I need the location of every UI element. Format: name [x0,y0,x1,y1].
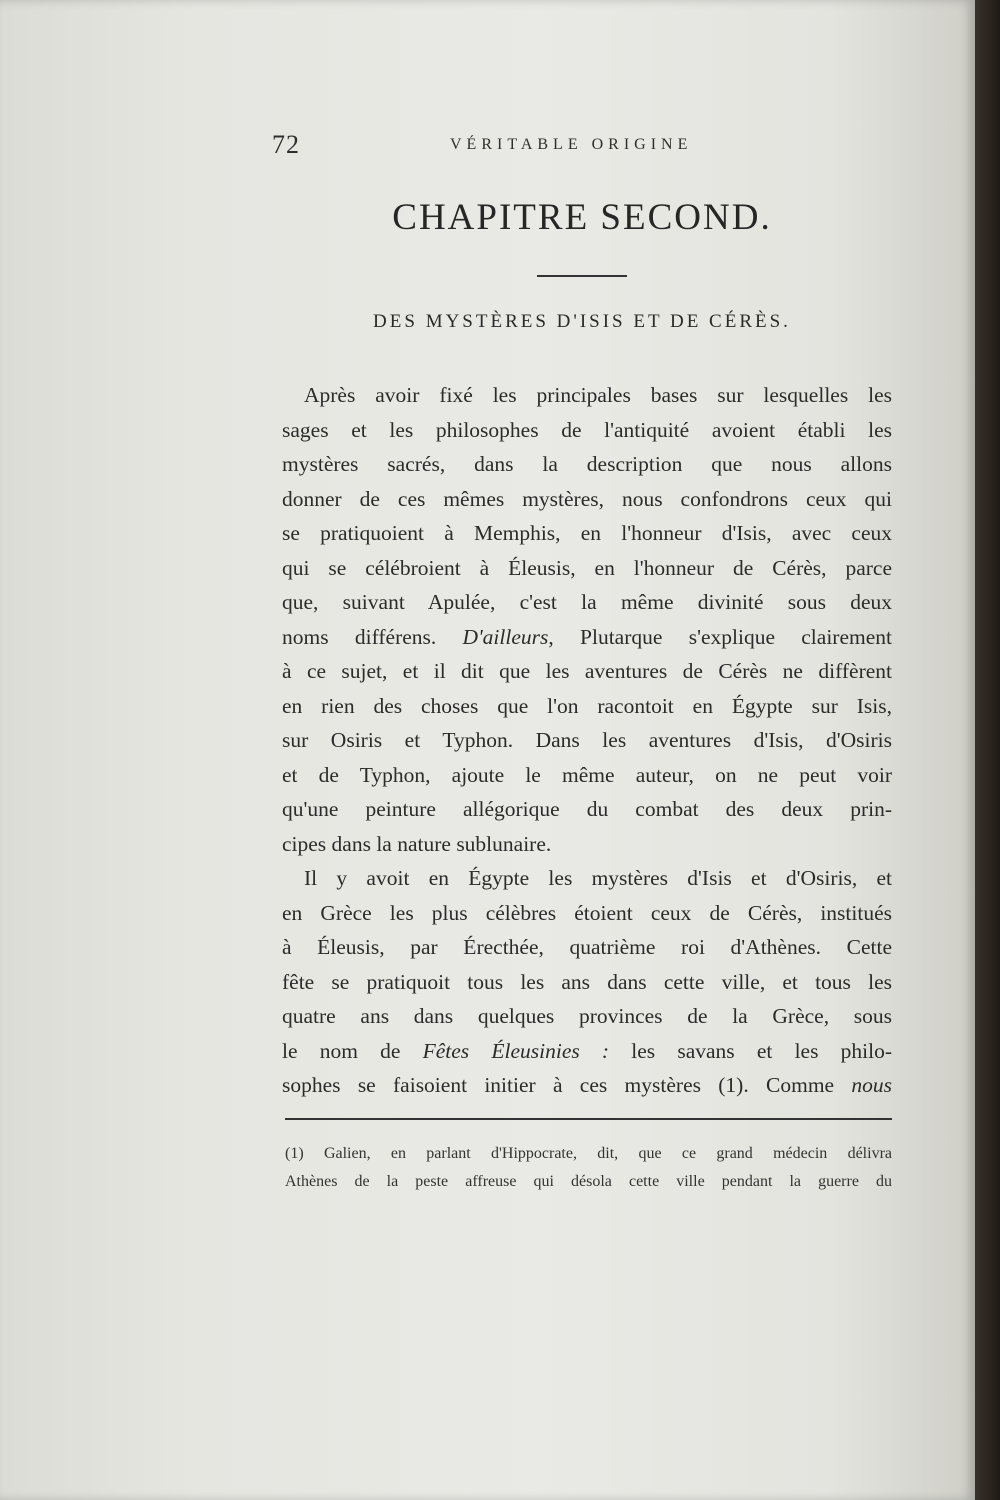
text-line: en rien des choses que l'on racontoit en Égypte sur Isis, [282,693,892,718]
text-line: Il y avoit en Égypte les mystères d'Isis et d'Osiris, et [304,866,892,890]
text-line [282,1034,892,1069]
running-head [272,130,892,162]
text-line: qu'une peinture allégorique du combat des deux prin- [282,797,892,821]
text-segment: les savans et les philo- [609,1038,892,1063]
section-title: DES MYSTÈRES D'ISIS ET DE CÉRÈS. [373,311,791,332]
text-line: en Grèce les plus célèbres étoient ceux de Cérès, institués [282,900,892,925]
text-line: à ce sujet, et il dit que les aventures de Cérès ne diffèrent [282,659,892,683]
text-line: cipes dans la nature sublunaire. [282,831,552,856]
text-line: Après avoir fixé les principales bases sur lesquelles les [304,383,892,407]
text-segment: noms différens. [282,624,463,649]
italic-word: D'ailleurs [462,624,549,649]
page-number: 72 [272,130,300,159]
footnote-line: (1) Galien, en parlant d'Hippocrate, dit, que ce grand médecin délivra [285,1145,892,1162]
chapter-title: CHAPITRE SECOND. [392,197,772,238]
text-line: donner de ces mêmes mystères, nous confondrons ceux qui [282,486,892,511]
italic-word: nous [851,1073,892,1097]
book-spine [975,0,1000,1500]
text-line: sages et les philosophes de l'antiquité avoient établi les [282,417,892,442]
footnote-divider [285,1118,892,1120]
text-segment: , Plutarque s'explique clairement [548,624,892,649]
text-line: fête se pratiquoit tous les ans dans cette ville, et tous les [282,969,892,994]
running-title: VÉRITABLE ORIGINE [450,136,693,153]
text-segment: le nom de [282,1038,423,1063]
footnote-line: Athènes de la peste affreuse qui désola cette ville pendant la guerre du [285,1173,892,1190]
italic-phrase: Fêtes Éleusinies : [422,1038,610,1063]
footnote [285,1140,892,1196]
text-line: sur Osiris et Typhon. Dans les aventures d'Isis, d'Osiris [282,728,892,752]
text-line: quatre ans dans quelques provinces de la Grèce, sous [282,1004,892,1028]
text-line: à Éleusis, par Érecthée, quatrième roi d'Athènes. Cette [282,935,892,959]
title-divider [537,275,627,277]
text-line: mystères sacrés, dans la description que nous allons [282,452,892,476]
text-line: se pratiquoient à Memphis, en l'honneur d'Isis, avec ceux [282,521,892,545]
text-line: qui se célébroient à Éleusis, en l'honneur de Cérès, parce [282,555,892,580]
text-line: que, suivant Apulée, c'est la même divinité sous deux [282,590,892,614]
text-line [282,1068,892,1103]
body-text [282,378,892,1103]
text-line [282,620,892,655]
text-segment: sophes se faisoient initier à ces mystères (1). Comme [282,1073,852,1097]
text-line: et de Typhon, ajoute le même auteur, on ne peut voir [282,762,892,787]
